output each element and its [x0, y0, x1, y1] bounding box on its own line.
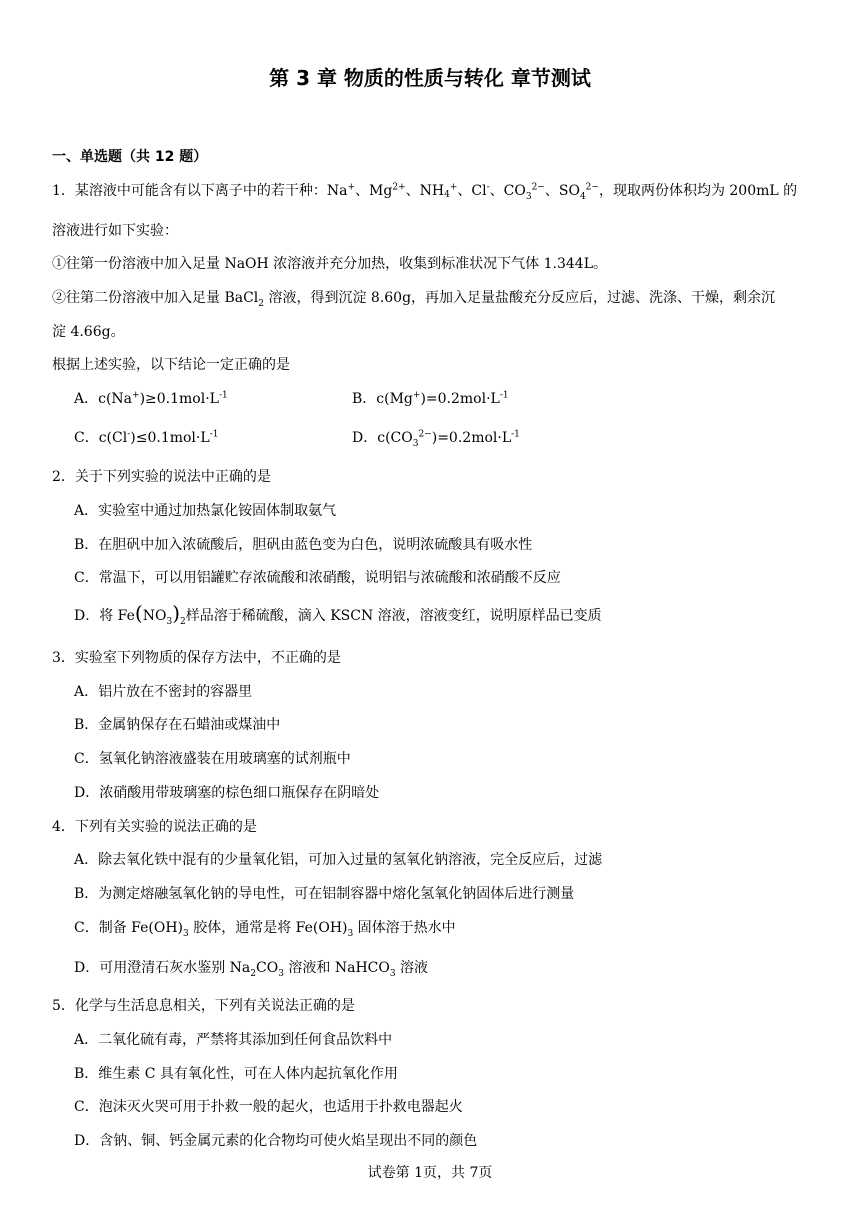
q2-option-a[interactable]: A．实验室中通过加热氯化铵固体制取氨气	[74, 503, 337, 519]
q1-step2-cont: 淀 4.66g。	[52, 324, 125, 340]
q4-option-d[interactable]: D．可用澄清石灰水鉴别 $Na_2CO_3$ 溶液和 NaHCO$_3$ 溶液	[74, 960, 429, 979]
q1-step1: ①往第一份溶液中加入足量 NaOH 浓溶液并充分加热，收集到标准状况下气体 1.344L。	[52, 256, 608, 272]
q5-option-d[interactable]: D．含钠、铜、钙金属元素的化合物均可使火焰呈现出不同的颜色	[74, 1133, 478, 1149]
q3-stem: 3．实验室下列物质的保存方法中，不正确的是	[52, 650, 341, 666]
q4-option-b[interactable]: B．为测定熔融氢氧化钠的导电性，可在铝制容器中熔化氢氧化钠固体后进行测量	[74, 886, 575, 902]
q1-option-a[interactable]: A．$c(Na^+)\ge 0.1mol\cdot L^{-1}$	[74, 390, 228, 407]
q5-stem: 5．化学与生活息息相关，下列有关说法正确的是	[52, 998, 355, 1014]
q3-option-c[interactable]: C．氢氧化钠溶液盛装在用玻璃塞的试剂瓶中	[74, 751, 351, 767]
q4-option-a[interactable]: A．除去氧化铁中混有的少量氧化铝，可加入过量的氢氧化钠溶液，完全反应后，过滤	[74, 852, 603, 868]
q5-option-a[interactable]: A．二氧化硫有毒，严禁将其添加到任何食品饮料中	[74, 1032, 393, 1048]
q1-option-b[interactable]: B．$c(Mg^+)=0.2mol\cdot L^{-1}$	[352, 390, 509, 407]
q5-option-c[interactable]: C．泡沫灭火哭可用于扑救一般的起火，也适用于扑救电器起火	[74, 1099, 463, 1115]
q2-stem: 2．关于下列实验的说法中正确的是	[52, 469, 271, 485]
q4-stem: 4．下列有关实验的说法正确的是	[52, 819, 257, 835]
q2-option-d[interactable]: D．将 $Fe(NO_3)_2$样品溶于稀硫酸，滴入 KSCN 溶液，溶液变红，说明原样品已变质	[74, 601, 602, 627]
q3-option-a[interactable]: A．铝片放在不密封的容器里	[74, 684, 253, 700]
page-footer: 试卷第 1页，共 7页	[367, 1165, 493, 1181]
q1-option-c[interactable]: C．$c(Cl^-)\le 0.1mol\cdot L^{-1}$	[74, 429, 219, 446]
q3-option-d[interactable]: D．浓硝酸用带玻璃塞的棕色细口瓶保存在阴暗处	[74, 785, 380, 801]
q2-option-c[interactable]: C．常温下，可以用铝罐贮存浓硫酸和浓硝酸，说明铝与浓硫酸和浓硝酸不反应	[74, 570, 561, 586]
q1-step2: ②往第二份溶液中加入足量 BaCl$_2$ 溶液，得到沉淀 8.60g，再加入足量盐酸充分反应后，过滤、洗涤、干燥，剩余沉	[52, 290, 776, 309]
page-title: 第 3 章 物质的性质与转化 章节测试	[269, 66, 591, 90]
q4-option-c[interactable]: C．制备 $Fe(OH)_3$ 胶体，通常是将 $Fe(OH)_3$ 固体溶于热水中	[74, 920, 456, 939]
q2-option-b[interactable]: B．在胆矾中加入浓硫酸后，胆矾由蓝色变为白色，说明浓硫酸具有吸水性	[74, 537, 533, 553]
q1-question: 根据上述实验，以下结论一定正确的是	[52, 357, 290, 373]
q1-stem-cont: 溶液进行如下实验：	[52, 223, 178, 239]
q3-option-b[interactable]: B．金属钠保存在石蜡油或煤油中	[74, 717, 281, 733]
q5-option-b[interactable]: B．维生素 C 具有氧化性，可在人体内起抗氧化作用	[74, 1066, 398, 1082]
q1-option-d[interactable]: D．$c(CO_3^{2-})=0.2mol\cdot L^{-1}$	[352, 429, 520, 449]
section-heading: 一、单选题（共 12 题）	[52, 149, 208, 165]
q1-stem: 1．某溶液中可能含有以下离子中的若干种：Na+、$Mg^{2+}$、$NH_4^+$、Cl-、$CO_3^{2-}$、$SO_4^{2-}$，现取两份体积均为 200mL 的	[52, 182, 798, 202]
